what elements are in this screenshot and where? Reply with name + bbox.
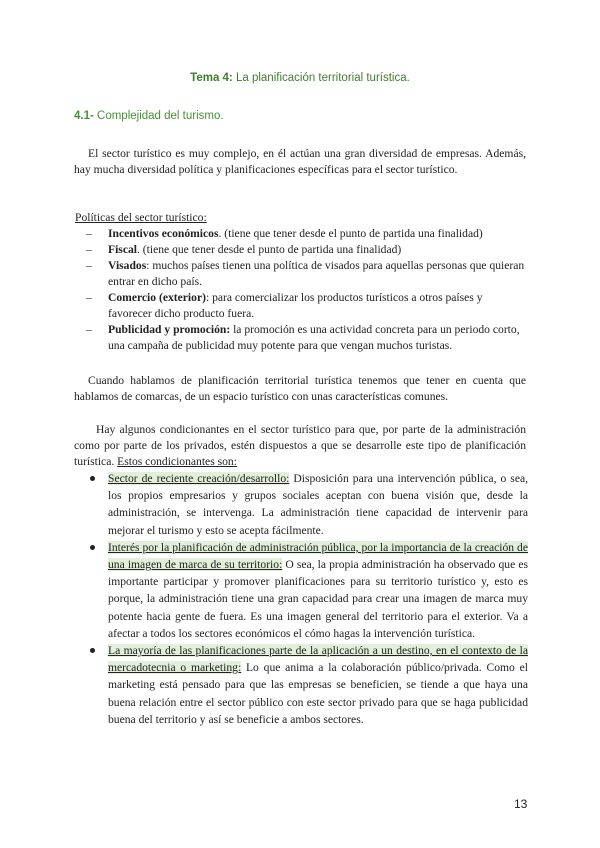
page-number: 13 — [514, 797, 528, 811]
conditions-intro-text: Hay algunos condicionantes en el sector turístico para que, por parte de la administración como por parte de los privados, estén dispuestos a que se desarrolle este tipo de planificación turística. — [74, 423, 526, 468]
item-bold: Visados — [108, 259, 147, 272]
conditions-list — [88, 470, 528, 728]
list-item: – Publicidad y promoción: la promoción es una actividad concreta para un periodo corto, una campaña de publicidad muy potente para que vengan muchos turistas. — [86, 323, 520, 352]
policies-heading: Políticas del sector turístico: — [75, 211, 207, 224]
item-bold: Comercio (exterior) — [108, 291, 206, 304]
page-title — [0, 72, 600, 84]
conditions-intro-underlined: Estos condicionantes son: — [117, 455, 237, 468]
item-highlight: Sector de reciente creación/desarrollo: — [108, 472, 290, 485]
item-bold: Publicidad y promoción: — [108, 323, 231, 336]
list-item — [88, 642, 528, 728]
item-text: . (tiene que tener desde el punto de partida una finalidad) — [136, 243, 402, 256]
item-text: : muchos países tienen una política de visados para aquellas personas que quieran entrar en dicho país. — [108, 259, 525, 288]
item-text: O sea, la propia administración ha observado que es importante participar y promover planificaciones para su territorio turístico y, esto es porque, la administración tiene una gran capacidad para crear una imagen de marca muy potente hacia gente de fuera. Es una imagen general del territorio para el exterior. Va a afectar a todos los sectores económicos el cómo hagas la intervención turística. — [108, 558, 528, 640]
item-bold: Fiscal — [108, 243, 137, 256]
list-item: – Incentivos económicos. (tiene que tener desde el punto de partida una finalidad) — [86, 227, 483, 240]
bullet-icon — [90, 476, 95, 481]
item-text: : para comercializar los productos turísticos a otros países y favorecer dicho producto fuera. — [108, 291, 483, 320]
item-text: la promoción es una actividad concreta para un periodo corto, una campaña de publicidad muy potente para que vengan muchos turistas. — [108, 323, 520, 352]
item-text: Disposición para una intervención pública, o sea, los propios empresarios y grupos sociales aceptan con buena visión que, desde la administración, se intervenga. La administración tiene capacidad de intervenir para mejorar el turismo y esto se acepta fácilmente. — [108, 472, 529, 537]
list-item: – Comercio (exterior): para comercializar los productos turísticos a otros países y favorecer dicho producto fuera. — [86, 291, 483, 320]
title-bold: Tema 4: — [190, 72, 233, 84]
policies-list — [86, 226, 528, 354]
intro-paragraph: El sector turístico es muy complejo, en él actúan una gran diversidad de empresas. Además, hay mucha diversidad política y planificaciones específicas para el sector turístico. — [74, 147, 526, 176]
conditions-intro-paragraph — [74, 422, 526, 470]
item-text: Lo que anima a la colaboración público/privada. Como el marketing está pensado para que las empresas se beneficien, se tiende a que haya una buena relación entre el sector público con este sector privado para que se haga publicidad buena del territorio y así se beneficie a ambos sectores. — [108, 661, 528, 726]
section-heading — [74, 110, 224, 122]
item-text: . (tiene que tener desde el punto de partida una finalidad) — [218, 227, 483, 240]
comarcas-paragraph: Cuando hablamos de planificación territorial turística tenemos que tener en cuenta que hablamos de comarcas, de un espacio turístico con unas características comunes. — [74, 374, 526, 403]
bullet-icon — [90, 648, 95, 653]
item-highlight: Interés por la planificación de administración pública, por la importancia de la creación de una imagen de marca de su territorio: — [108, 540, 528, 572]
section-number: 4.1- — [74, 110, 94, 122]
item-bold: Incentivos económicos — [108, 227, 219, 240]
item-highlight: La mayoría de las planificaciones parte de la aplicación a un destino, en el contexto de la mercadotecnia o marketing: — [108, 644, 528, 675]
list-item — [88, 470, 528, 539]
section-text: Complejidad del turismo. — [93, 110, 224, 122]
bullet-icon — [90, 545, 95, 550]
list-item: – Fiscal. (tiene que tener desde el punto de partida una finalidad) — [86, 243, 402, 256]
title-rest: La planificación territorial turística. — [232, 72, 410, 84]
list-item: – Visados: muchos países tienen una política de visados para aquellas personas que quieran entrar en dicho país. — [86, 259, 525, 288]
list-item — [88, 539, 528, 642]
